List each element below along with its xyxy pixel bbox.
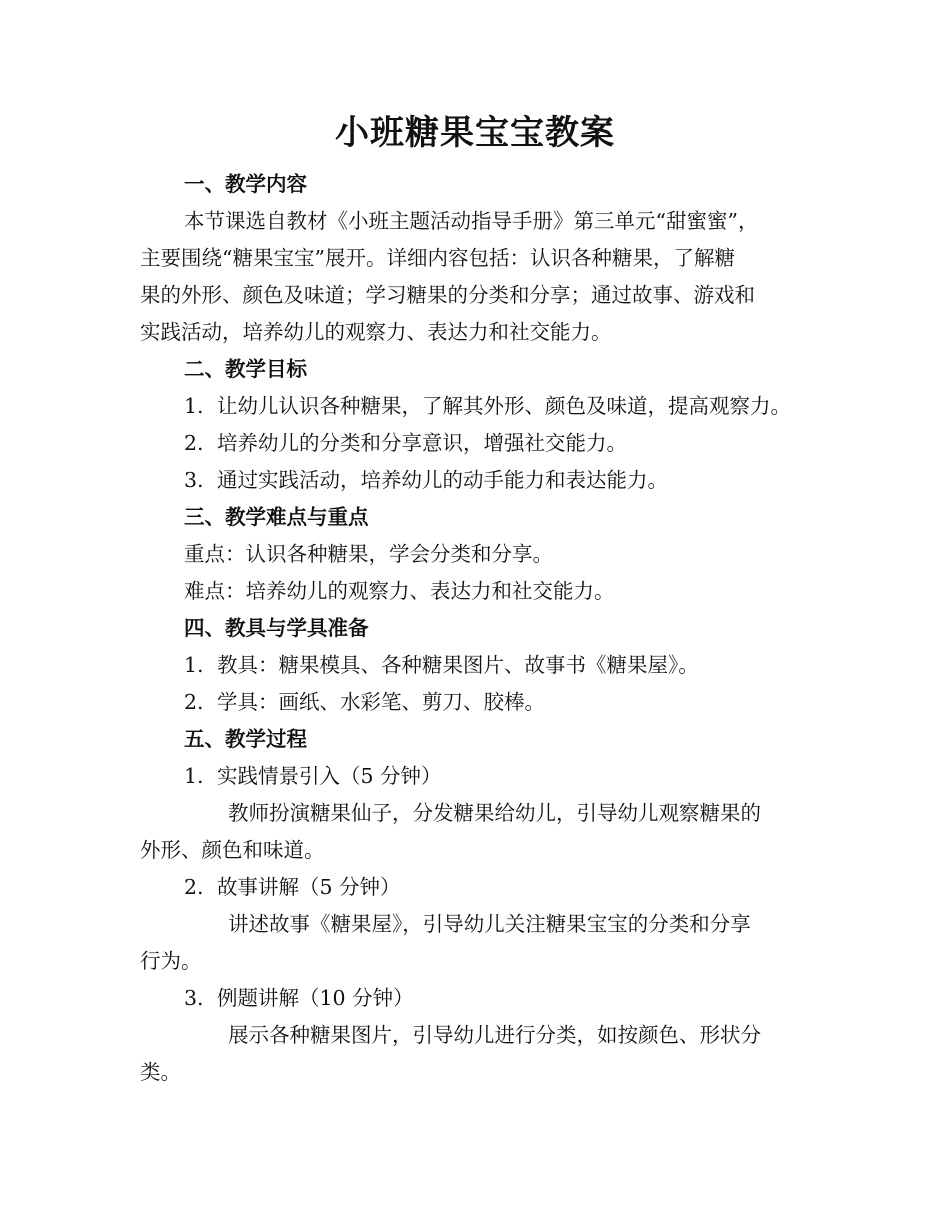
step-number: 3. [184, 986, 204, 1010]
difficulty-line: 难点：培养幼儿的观察力、表达力和社交能力。 [184, 579, 615, 603]
list-number: 3. [184, 468, 204, 492]
list-text: 通过实践活动，培养幼儿的动手能力和表达能力。 [217, 468, 668, 492]
paragraph-line: 本节课选自教材《小班主题活动指导手册》第三单元“甜蜜蜜”， [184, 209, 759, 233]
list-text: 学具：画纸、水彩笔、剪刀、胶棒。 [217, 690, 545, 714]
list-item [184, 425, 627, 462]
list-text: 让幼儿认识各种糖果，了解其外形、颜色及味道，提高观察力。 [217, 394, 791, 418]
step-body-line: 展示各种糖果图片，引导幼儿进行分类，如按颜色、形状分 [228, 1023, 761, 1047]
list-number: 2. [184, 690, 204, 714]
paragraph-line: 主要围绕“糖果宝宝”展开。详细内容包括：认识各种糖果，了解糖 [140, 246, 735, 270]
step-title [184, 758, 442, 795]
list-item [184, 462, 668, 499]
list-item [184, 388, 791, 425]
list-number: 1. [184, 394, 204, 418]
step-number: 1. [184, 764, 204, 788]
list-item [184, 647, 699, 684]
list-text: 教具：糖果模具、各种糖果图片、故事书《糖果屋》。 [217, 653, 699, 677]
paragraph-line: 实践活动，培养幼儿的观察力、表达力和社交能力。 [140, 320, 612, 344]
step-body-line: 教师扮演糖果仙子，分发糖果给幼儿，引导幼儿观察糖果的 [228, 801, 761, 825]
step-body-line: 讲述故事《糖果屋》，引导幼儿关注糖果宝宝的分类和分享 [228, 912, 751, 936]
step-body-line: 类。 [140, 1060, 181, 1084]
section-heading: 五、教学过程 [184, 727, 307, 751]
list-number: 2. [184, 431, 204, 455]
step-title-text: 实践情景引入（5 分钟） [217, 764, 442, 788]
step-number: 2. [184, 875, 204, 899]
paragraph-line: 果的外形、颜色及味道；学习糖果的分类和分享；通过故事、游戏和 [140, 283, 755, 307]
page-title: 小班糖果宝宝教案 [335, 113, 615, 153]
section-heading: 二、教学目标 [184, 357, 307, 381]
section-heading: 三、教学难点与重点 [184, 505, 369, 529]
section-heading: 四、教具与学具准备 [184, 616, 369, 640]
step-body-line: 外形、颜色和味道。 [140, 838, 325, 862]
list-item [184, 684, 545, 721]
step-title [184, 869, 401, 906]
key-point-line: 重点：认识各种糖果，学会分类和分享。 [184, 542, 553, 566]
step-title [184, 980, 414, 1017]
step-body-line: 行为。 [140, 949, 202, 973]
step-title-text: 例题讲解（10 分钟） [217, 986, 414, 1010]
list-text: 培养幼儿的分类和分享意识，增强社交能力。 [217, 431, 627, 455]
section-heading: 一、教学内容 [184, 172, 307, 196]
list-number: 1. [184, 653, 204, 677]
step-title-text: 故事讲解（5 分钟） [217, 875, 401, 899]
